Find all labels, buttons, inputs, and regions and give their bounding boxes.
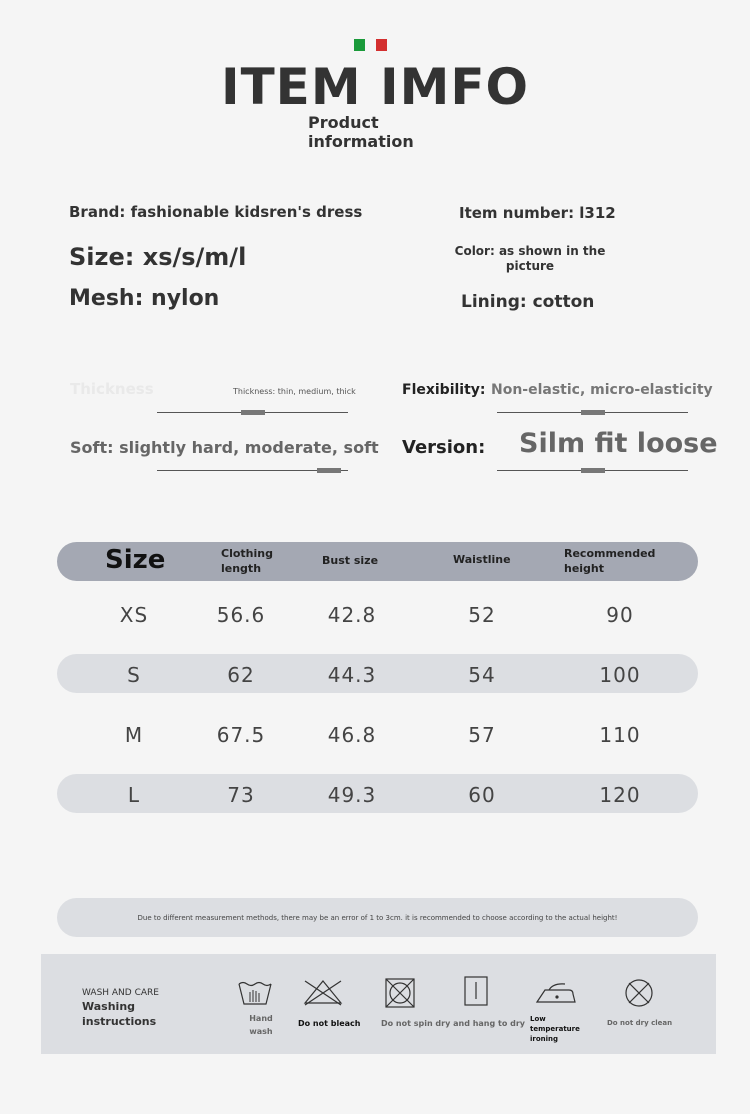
color-text: Color: as shown in the picture: [454, 244, 606, 273]
no-dry-clean-icon: [623, 977, 655, 1009]
no-dry-clean-caption: Do not dry clean: [607, 1019, 673, 1027]
version-value: Silm fit loose: [519, 428, 718, 459]
low-iron-caption: Low temperature ironing: [530, 1015, 580, 1043]
item-number-text: Item number: l312: [459, 204, 616, 222]
no-tumble-dry-icon: [384, 977, 416, 1009]
cell-waist: 60: [468, 783, 496, 807]
thickness-ghost-label: Thickness: [70, 380, 154, 398]
flexibility-label: Flexibility:: [402, 382, 486, 398]
care-label-en: WASH AND CARE: [82, 988, 159, 998]
table-header-waist: Waistline: [453, 553, 511, 566]
cell-height: 110: [599, 723, 641, 747]
brand-text: Brand: fashionable kidsren's dress: [69, 203, 363, 221]
flexibility-value: Non-elastic, micro-elasticity: [491, 382, 713, 398]
cell-length: 67.5: [216, 723, 266, 747]
cell-waist: 54: [468, 663, 496, 687]
cell-height: 120: [599, 783, 641, 807]
hand-wash-icon: [237, 980, 273, 1006]
cell-waist: 52: [468, 603, 496, 627]
cell-height: 100: [599, 663, 641, 687]
page-subtitle: Product information: [308, 113, 414, 151]
cell-size: S: [127, 663, 141, 687]
cell-bust: 46.8: [327, 723, 377, 747]
cell-bust: 42.8: [327, 603, 377, 627]
table-header-height: Recommended height: [564, 547, 656, 575]
care-title: Washing instructions: [82, 1000, 157, 1028]
thickness-slider-knob: [241, 410, 265, 415]
cell-waist: 57: [468, 723, 496, 747]
flexibility-slider-knob: [581, 410, 605, 415]
cell-height: 90: [606, 603, 634, 627]
measurement-note: Due to different measurement methods, there may be an error of 1 to 3cm. it is recommended to choose according to the actual height!: [137, 914, 618, 922]
cell-length: 73: [227, 783, 255, 807]
low-iron-icon: [535, 980, 579, 1006]
page-title: ITEM IMFO: [220, 58, 530, 116]
table-header-length: Clothing length: [221, 547, 273, 575]
table-header-bust: Bust size: [322, 554, 379, 567]
cell-size: XS: [119, 603, 149, 627]
hand-wash-caption: Hand wash: [249, 1014, 273, 1036]
version-slider-knob: [581, 468, 605, 473]
no-bleach-icon: [302, 978, 344, 1006]
hang-dry-icon: [463, 975, 489, 1007]
cell-length: 56.6: [216, 603, 266, 627]
cell-bust: 49.3: [327, 783, 377, 807]
italy-flag-icon: [354, 39, 387, 51]
cell-size: L: [127, 783, 141, 807]
mesh-text: Mesh: nylon: [69, 286, 220, 311]
softness-label: Soft: slightly hard, moderate, soft: [70, 438, 379, 457]
lining-text: Lining: cotton: [461, 292, 595, 312]
no-bleach-caption: Do not bleach: [298, 1019, 361, 1028]
no-tumble-dry-caption: Do not spin dry and hang to dry: [381, 1019, 526, 1028]
cell-length: 62: [227, 663, 255, 687]
size-text: Size: xs/s/m/l: [69, 243, 247, 271]
softness-slider-knob: [317, 468, 341, 473]
thickness-scale-label: Thickness: thin, medium, thick: [233, 387, 356, 396]
cell-bust: 44.3: [327, 663, 377, 687]
table-header-size: Size: [105, 545, 166, 575]
version-label: Version:: [402, 437, 486, 458]
cell-size: M: [124, 723, 144, 747]
